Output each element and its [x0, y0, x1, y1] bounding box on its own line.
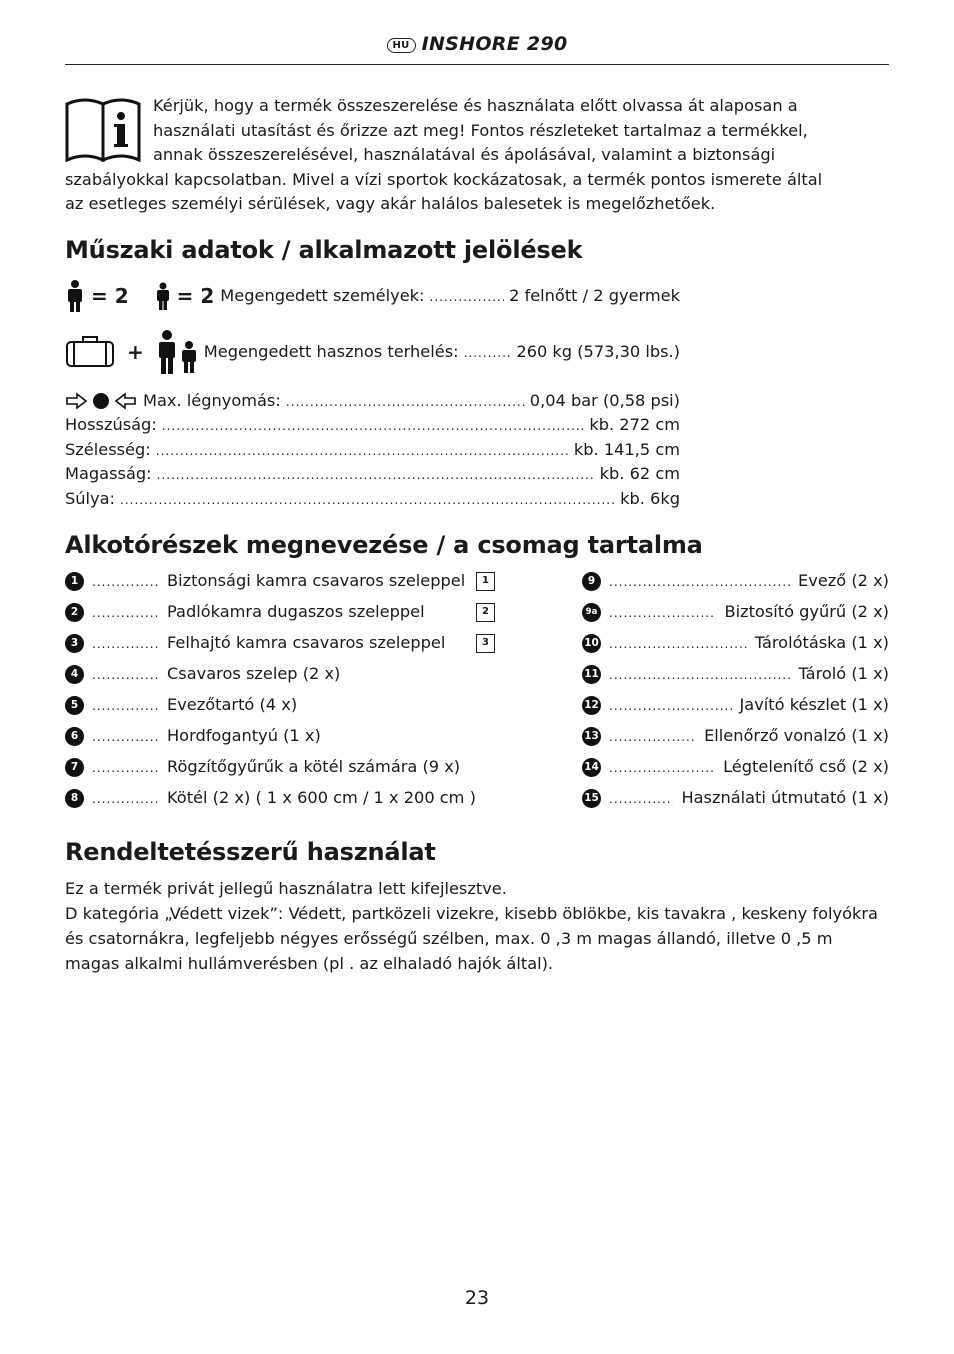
part-number-badge: 8: [65, 789, 84, 808]
part-label: Tárolótáska (1 x): [754, 633, 889, 652]
part-item-1: [65, 567, 495, 595]
height-label: Magasság:: [65, 464, 152, 483]
product-name: INSHORE 290: [421, 33, 568, 55]
part-item-9a: [582, 598, 889, 626]
plus-sign: +: [127, 340, 144, 364]
length-value: kb. 272 cm: [589, 415, 680, 434]
persons-value: 2 felnőtt / 2 gyermek: [509, 286, 680, 305]
part-label: Evezőtartó (4 x): [167, 695, 298, 714]
part-number-badge: 15: [582, 789, 601, 808]
part-item-9: [582, 567, 889, 595]
pressure-label: Max. légnyomás:: [143, 391, 281, 410]
part-number-badge: 2: [65, 603, 84, 622]
part-number-badge: 12: [582, 696, 601, 715]
part-number-badge: 5: [65, 696, 84, 715]
length-label: Hosszúság:: [65, 415, 157, 434]
part-item-14: [582, 753, 889, 781]
child-person-icon-2: [180, 341, 198, 373]
part-number-badge: 3: [65, 634, 84, 653]
part-item-15: [582, 784, 889, 812]
part-item-11: [582, 660, 889, 688]
part-label: Hordfogantyú (1 x): [167, 726, 321, 745]
usage-paragraph-2: D kategória „Védett vizek”: Védett, partközeli vizekre, kisebb öblökbe, kis tavakra , keskeny folyókra és csatornákra, legfeljebb négyes erősségű szélben, max. 0 ,3 m magas állandó, illetve 0 ,5 m magas alkalmi hullámverésben (pl . az elhaladó hajók által).: [65, 904, 878, 973]
part-item-12: [582, 691, 889, 719]
child-count: = 2: [176, 284, 215, 308]
part-label: Evező (2 x): [798, 571, 889, 590]
part-number-badge: 1: [65, 572, 84, 591]
part-label: Tároló (1 x): [798, 664, 889, 683]
part-box-label: 1: [476, 572, 495, 591]
intro-text: Kérjük, hogy a termék összeszerelése és használata előtt olvassa át alaposan a használati utasítást és őrizze azt meg! Fontos részleteket tartalmaz a termékkel, annak összeszerelésével, használatával és ápolásával, valamint a biztonsági szabályokkal kapcsolatban. Mivel a vízi sportok kockázatosak, a termék pontos ismerete által az esetleges személyi sérülések, vagy akár halálos balesetek is megelőzhetőek.: [65, 96, 823, 213]
pressure-value: 0,04 bar (0,58 psi): [529, 391, 680, 410]
part-item-3: [65, 629, 495, 657]
part-number-badge: 4: [65, 665, 84, 684]
part-number-badge: 13: [582, 727, 601, 746]
part-number-badge: 7: [65, 758, 84, 777]
part-box-label: 2: [476, 603, 495, 622]
part-label: Biztosító gyűrű (2 x): [724, 602, 889, 621]
part-label: Kötél (2 x) ( 1 x 600 cm / 1 x 200 cm ): [167, 788, 476, 807]
part-number-badge: 11: [582, 665, 601, 684]
luggage-icon: [65, 336, 115, 368]
spec-weight-row: [65, 487, 680, 511]
header-title: [65, 33, 889, 55]
pressure-arrows-icon: [65, 391, 137, 411]
parts-heading: Alkotórészek megnevezése / a csomag tartalma: [65, 531, 703, 559]
payload-label: Megengedett hasznos terhelés:: [203, 342, 459, 361]
spec-length-row: [65, 413, 680, 437]
part-label: Felhajtó kamra csavaros szeleppel: [167, 633, 446, 652]
part-number-badge: 9: [582, 572, 601, 591]
spec-height-row: [65, 462, 680, 486]
part-label: Légtelenítő cső (2 x): [723, 757, 889, 776]
part-label: Biztonsági kamra csavaros szeleppel: [167, 571, 466, 590]
part-item-4: [65, 660, 495, 688]
usage-heading: Rendeltetésszerű használat: [65, 838, 436, 866]
spec-width-row: [65, 438, 680, 462]
part-label: Csavaros szelep (2 x): [167, 664, 341, 683]
persons-label: Megengedett személyek:: [220, 286, 425, 305]
part-item-8: [65, 784, 495, 812]
part-label: Javító készlet (1 x): [739, 695, 889, 714]
usage-text: [65, 876, 885, 976]
adult-person-icon-2: [156, 330, 178, 374]
part-item-10: [582, 629, 889, 657]
part-label: Rögzítőgyűrűk a kötél számára (9 x): [167, 757, 461, 776]
part-item-7: [65, 753, 495, 781]
specs-heading: Műszaki adatok / alkalmazott jelölések: [65, 236, 583, 264]
info-book-icon: [65, 96, 143, 164]
adult-count: = 2: [91, 284, 129, 308]
part-label: Padlókamra dugaszos szeleppel: [167, 602, 425, 621]
part-item-6: [65, 722, 495, 750]
part-number-badge: 6: [65, 727, 84, 746]
usage-paragraph-1: Ez a termék privát jellegű használatra lett kifejlesztve.: [65, 879, 507, 898]
payload-value: 260 kg (573,30 lbs.): [516, 342, 680, 361]
width-value: kb. 141,5 cm: [573, 440, 680, 459]
spec-persons-row: [65, 281, 680, 311]
height-value: kb. 62 cm: [599, 464, 680, 483]
part-number-badge: 9a: [582, 603, 601, 622]
part-box-label: 3: [476, 634, 495, 653]
part-number-badge: 10: [582, 634, 601, 653]
part-label: Ellenőrző vonalzó (1 x): [704, 726, 889, 745]
weight-label: Súlya:: [65, 489, 115, 508]
weight-value: kb. 6kg: [620, 489, 680, 508]
part-number-badge: 14: [582, 758, 601, 777]
adult-person-icon: [65, 280, 85, 312]
width-label: Szélesség:: [65, 440, 151, 459]
part-item-5: [65, 691, 495, 719]
part-item-2: [65, 598, 495, 626]
page-header: [65, 30, 889, 65]
language-badge: HU: [387, 38, 416, 53]
part-item-13: [582, 722, 889, 750]
spec-payload-row: [65, 330, 680, 374]
part-label: Használati útmutató (1 x): [681, 788, 889, 807]
intro-paragraph: [65, 94, 840, 217]
page-number: 23: [464, 1287, 490, 1309]
child-person-icon: [155, 282, 171, 310]
spec-pressure-row: [65, 389, 680, 413]
